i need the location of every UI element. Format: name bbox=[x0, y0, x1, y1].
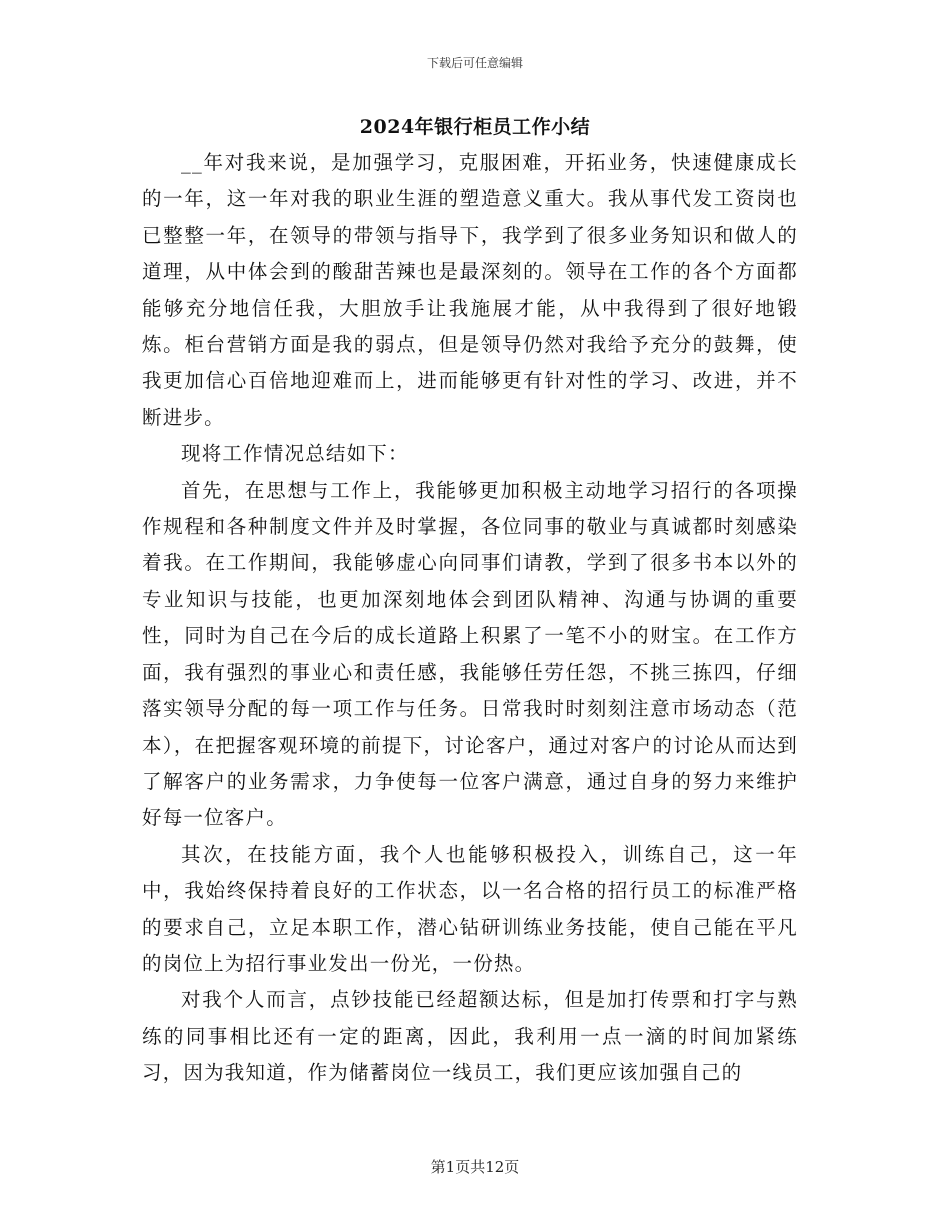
document-title: 2024年银行柜员工作小结 bbox=[359, 116, 591, 138]
paragraph-summary-lead: 现将工作情况总结如下： bbox=[181, 442, 409, 466]
paragraph-intro: __年对我来说，是加强学习，克服困难，开拓业务，快速健康成长的一年，这一年对我的职业生涯的塑造意义重大。我从事代发工资岗也已整整一年，在领导的带领与指导下，我学到了很多业务知识和做人的道理，从中体会到的酸甜苦辣也是最深刻的。领导在工作的各个方面都能够充分地信任我，大胆放手让我施展才能，从中我得到了很好地锻炼。柜台营销方面是我的弱点，但是领导仍然对我给予充分的鼓舞，使我更加信心百倍地迎难而上，进而能够更有针对性的学习、改进，并不断进步。 bbox=[142, 151, 798, 429]
paragraph-personal-skills: 对我个人而言，点钞技能已经超额达标，但是加打传票和打字与熟练的同事相比还有一定的距离，因此，我利用一点一滴的时间加紧练习，因为我知道，作为储蓄岗位一线员工，我们更应该加强自己的 bbox=[142, 988, 798, 1085]
paragraph-first-point: 首先，在思想与工作上，我能够更加积极主动地学习招行的各项操作规程和各种制度文件并及时掌握，各位同事的敬业与真诚都时刻感染着我。在工作期间，我能够虚心向同事们请教，学到了很多书本以外的专业知识与技能，也更加深刻地体会到团队精神、沟通与协调的重要性，同时为自己在今后的成长道路上积累了一笔不小的财宝。在工作方面，我有强烈的事业心和责任感，我能够任劳任怨，不挑三拣四，仔细落实领导分配的每一项工作与任务。日常我时时刻刻注意市场动态（范本），在把握客观环境的前提下，讨论客户，通过对客户的讨论从而达到了解客户的业务需求，力争使每一位客户满意，通过自身的努力来维护好每一位客户。 bbox=[142, 478, 798, 830]
page-number-footer: 第1页共12页 bbox=[430, 1158, 520, 1176]
paragraph-second-point: 其次，在技能方面，我个人也能够积极投入，训练自己，这一年中，我始终保持着良好的工作状态，以一名合格的招行员工的标准严格的要求自己，立足本职工作，潜心钻研训练业务技能，使自己能在平凡的岗位上为招行事业发出一份光，一份热。 bbox=[142, 842, 798, 975]
document-body bbox=[142, 145, 798, 1092]
page-header-note: 下载后可任意编辑 bbox=[426, 56, 523, 70]
